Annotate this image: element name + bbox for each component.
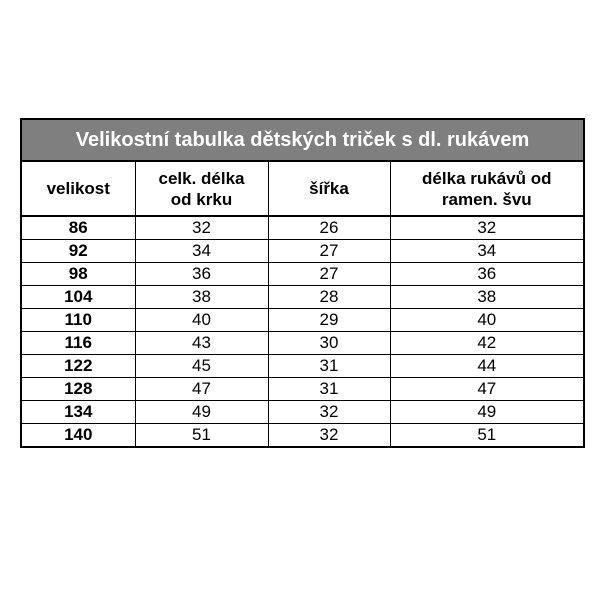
length-cell: 32: [135, 216, 268, 240]
sleeve-cell: 38: [390, 286, 584, 309]
table-row: [21, 355, 584, 378]
table-row: [21, 424, 584, 448]
size-cell: 110: [21, 309, 135, 332]
sleeve-cell: 51: [390, 424, 584, 448]
table-title: Velikostní tabulka dětských triček s dl. rukávem: [21, 119, 584, 161]
size-cell: 116: [21, 332, 135, 355]
size-cell: 140: [21, 424, 135, 448]
width-cell: 32: [268, 424, 390, 448]
header-row: [21, 161, 584, 216]
header-sleeve: [390, 161, 584, 216]
width-cell: 28: [268, 286, 390, 309]
sleeve-cell: 47: [390, 378, 584, 401]
header-sleeve-line1: délka rukávů od: [422, 168, 552, 188]
table-row: [21, 286, 584, 309]
length-cell: 36: [135, 263, 268, 286]
length-cell: 49: [135, 401, 268, 424]
width-cell: 31: [268, 355, 390, 378]
table-row: [21, 240, 584, 263]
width-cell: 26: [268, 216, 390, 240]
header-length: [135, 161, 268, 216]
sleeve-cell: 40: [390, 309, 584, 332]
table-row: [21, 309, 584, 332]
width-cell: 32: [268, 401, 390, 424]
header-size: velikost: [21, 161, 135, 216]
size-cell: 98: [21, 263, 135, 286]
size-cell: 134: [21, 401, 135, 424]
size-chart-table: [20, 118, 585, 448]
width-cell: 29: [268, 309, 390, 332]
length-cell: 34: [135, 240, 268, 263]
length-cell: 51: [135, 424, 268, 448]
size-cell: 86: [21, 216, 135, 240]
length-cell: 43: [135, 332, 268, 355]
length-cell: 47: [135, 378, 268, 401]
title-row: [21, 119, 584, 161]
header-width: šířka: [268, 161, 390, 216]
header-length-line1: celk. délka: [158, 168, 245, 188]
width-cell: 31: [268, 378, 390, 401]
table-row: [21, 216, 584, 240]
sleeve-cell: 36: [390, 263, 584, 286]
size-cell: 128: [21, 378, 135, 401]
sleeve-cell: 49: [390, 401, 584, 424]
width-cell: 30: [268, 332, 390, 355]
sleeve-cell: 44: [390, 355, 584, 378]
table-row: [21, 263, 584, 286]
header-length-line2: od krku: [170, 189, 233, 209]
table-row: [21, 378, 584, 401]
table-row: [21, 401, 584, 424]
header-sleeve-line2: ramen. švu: [441, 189, 532, 209]
sleeve-cell: 32: [390, 216, 584, 240]
size-cell: 92: [21, 240, 135, 263]
length-cell: 38: [135, 286, 268, 309]
width-cell: 27: [268, 263, 390, 286]
size-cell: 104: [21, 286, 135, 309]
sleeve-cell: 42: [390, 332, 584, 355]
sleeve-cell: 34: [390, 240, 584, 263]
length-cell: 40: [135, 309, 268, 332]
width-cell: 27: [268, 240, 390, 263]
length-cell: 45: [135, 355, 268, 378]
size-cell: 122: [21, 355, 135, 378]
table-row: [21, 332, 584, 355]
